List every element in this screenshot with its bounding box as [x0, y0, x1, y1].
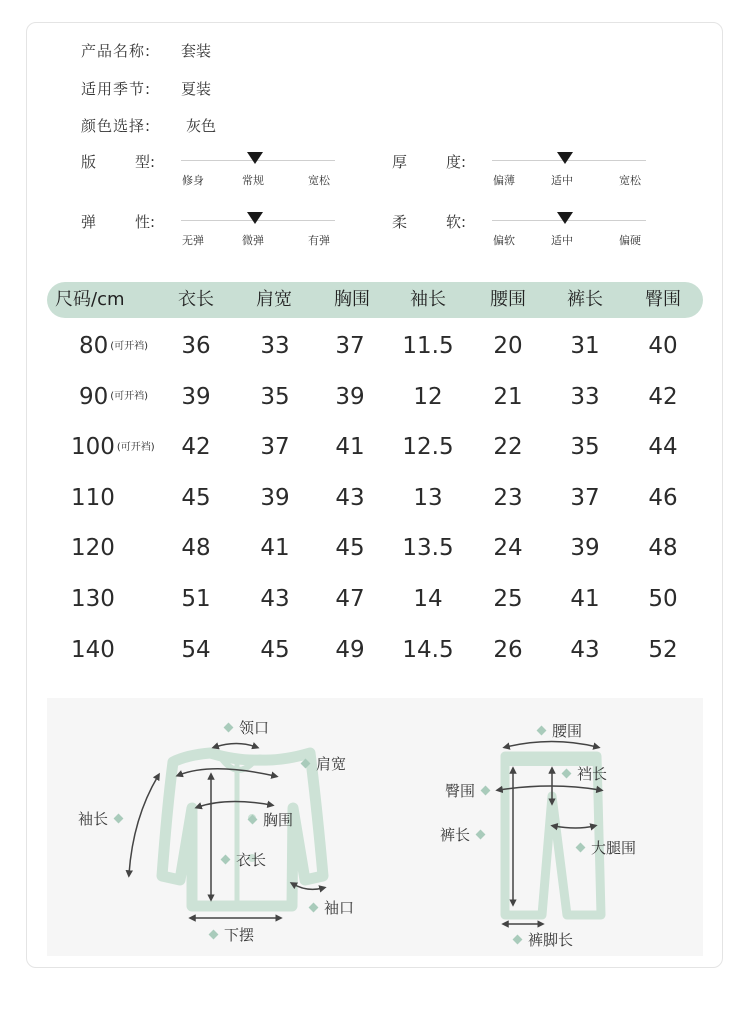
elasticity-option-slight: 微弹: [242, 234, 264, 247]
color-row: [81, 115, 216, 136]
size-value: 110: [71, 484, 115, 511]
thickness-scale: [392, 151, 692, 195]
fit-scale: [81, 151, 381, 195]
product-name-row: [81, 40, 211, 61]
size-cell: [79, 382, 148, 412]
size-value: 140: [71, 636, 115, 663]
product-name-value: 套装: [181, 42, 212, 60]
softness-option-medium: 适中: [551, 234, 573, 247]
elasticity-label-a: 弹: [81, 213, 97, 231]
cell-length: 45: [181, 484, 211, 511]
fit-label-a: 版: [81, 153, 97, 171]
softness-option-hard: 偏硬: [619, 234, 641, 247]
size-cell: [71, 432, 155, 462]
cell-waist: 24: [493, 535, 523, 562]
softness-label-b: 软:: [446, 213, 467, 231]
cell-waist: 23: [493, 484, 523, 511]
cell-shoulder: 41: [260, 535, 290, 562]
cell-pants-length: 41: [570, 586, 600, 612]
diamond-icon: [562, 769, 572, 779]
thickness-label-b: 度:: [446, 153, 467, 171]
thickness-option-thin: 偏薄: [493, 174, 515, 187]
size-value: 100: [71, 434, 115, 461]
fit-option-loose: 宽松: [308, 174, 330, 187]
softness-scale: [392, 211, 692, 255]
cell-sleeve: 14: [413, 586, 443, 612]
diamond-icon: [513, 935, 523, 945]
cell-hip: 50: [648, 586, 678, 612]
cell-waist: 26: [493, 636, 523, 663]
cell-hip: 40: [648, 333, 678, 359]
cell-sleeve: 12: [413, 383, 443, 410]
color-value: 灰色: [186, 117, 217, 135]
thigh-label: 大腿围: [577, 837, 636, 858]
cell-sleeve: 12.5: [402, 434, 454, 461]
cell-chest: 49: [335, 636, 365, 663]
cell-hip: 46: [648, 484, 678, 511]
cell-length: 48: [181, 535, 211, 562]
season-label: 适用季节:: [81, 80, 152, 98]
diamond-icon: [221, 855, 231, 865]
length-label: 衣长: [222, 849, 266, 870]
size-note: (可开裆): [116, 441, 155, 453]
header-pants-length: 裤长: [567, 289, 603, 310]
size-cell: [79, 331, 148, 361]
diamond-icon: [481, 786, 491, 796]
diamond-icon: [301, 759, 311, 769]
elasticity-marker-icon: [247, 212, 263, 224]
cell-hip: 48: [648, 535, 678, 562]
cell-hip: 52: [648, 636, 678, 663]
collar-label: 领口: [225, 717, 269, 738]
cell-pants-length: 37: [570, 484, 600, 511]
cell-shoulder: 39: [260, 484, 290, 511]
hip-label: 臀围: [445, 780, 489, 801]
size-note: (可开裆): [110, 391, 149, 403]
header-waist: 腰围: [490, 289, 526, 310]
elasticity-scale: [81, 211, 381, 255]
pants-length-label: 裤长: [440, 824, 484, 845]
size-note: (可开裆): [110, 340, 149, 352]
header-shoulder: 肩宽: [256, 289, 292, 310]
diamond-icon: [209, 930, 219, 940]
cell-shoulder: 43: [260, 586, 290, 612]
size-cell: [71, 635, 115, 665]
sleeve-label: 袖长: [78, 808, 122, 829]
elasticity-label-b: 性:: [135, 213, 156, 231]
cell-pants-length: 39: [570, 535, 600, 562]
softness-option-soft: 偏软: [493, 234, 515, 247]
cuff-label: 袖口: [310, 897, 354, 918]
cell-hip: 42: [648, 383, 678, 410]
size-value: 130: [71, 586, 115, 612]
header-hip: 臀围: [645, 289, 681, 310]
header-size: 尺码/cm: [55, 289, 125, 310]
cell-pants-length: 31: [570, 333, 600, 359]
diamond-icon: [248, 815, 258, 825]
cell-length: 51: [181, 586, 211, 612]
size-value: 80: [79, 333, 109, 359]
fit-marker-icon: [247, 152, 263, 164]
elasticity-option-stretch: 有弹: [308, 234, 330, 247]
cell-waist: 25: [493, 586, 523, 612]
thickness-label-a: 厚: [392, 153, 408, 171]
cell-length: 39: [181, 383, 211, 410]
softness-marker-icon: [557, 212, 573, 224]
diamond-icon: [537, 726, 547, 736]
cell-shoulder: 45: [260, 636, 290, 663]
cell-waist: 20: [493, 333, 523, 359]
size-value: 120: [71, 535, 115, 562]
product-name-label: 产品名称:: [81, 42, 152, 60]
cell-length: 36: [181, 333, 211, 359]
fit-label-b: 型:: [135, 153, 156, 171]
cell-chest: 43: [335, 484, 365, 511]
chest-label: 胸围: [249, 809, 293, 830]
cell-sleeve: 13.5: [402, 535, 454, 562]
size-cell: [71, 533, 115, 563]
elasticity-option-none: 无弹: [182, 234, 204, 247]
diamond-icon: [576, 843, 586, 853]
cell-shoulder: 35: [260, 383, 290, 410]
softness-label-a: 柔: [392, 213, 408, 231]
thickness-option-medium: 适中: [551, 174, 573, 187]
diamond-icon: [224, 723, 234, 733]
shoulder-label: 肩宽: [302, 753, 346, 774]
season-value: 夏装: [181, 80, 212, 98]
size-table-header: [47, 282, 703, 318]
season-row: [81, 78, 211, 99]
cell-pants-length: 43: [570, 636, 600, 663]
cell-waist: 22: [493, 434, 523, 461]
cell-shoulder: 37: [260, 434, 290, 461]
cell-chest: 47: [335, 586, 365, 612]
cell-pants-length: 35: [570, 434, 600, 461]
cell-hip: 44: [648, 434, 678, 461]
garment-illustration: [47, 698, 703, 956]
thickness-option-thick: 宽松: [619, 174, 641, 187]
jacket-icon: [162, 753, 323, 906]
hem-label: 下摆: [210, 924, 254, 945]
color-label: 颜色选择:: [81, 117, 152, 135]
size-value: 90: [79, 383, 109, 410]
header-chest: 胸围: [334, 289, 370, 310]
fit-option-slim: 修身: [182, 174, 204, 187]
waist-label: 腰围: [538, 720, 582, 741]
cell-shoulder: 33: [260, 333, 290, 359]
cell-sleeve: 14.5: [402, 636, 454, 663]
cell-length: 54: [181, 636, 211, 663]
header-length: 衣长: [178, 289, 214, 310]
size-cell: [71, 584, 115, 614]
measurement-diagram: [47, 698, 703, 956]
header-sleeve: 袖长: [410, 289, 446, 310]
cell-length: 42: [181, 434, 211, 461]
cell-sleeve: 13: [413, 484, 443, 511]
cell-chest: 41: [335, 434, 365, 461]
fit-option-regular: 常规: [242, 174, 264, 187]
cell-chest: 37: [335, 333, 365, 359]
cell-chest: 39: [335, 383, 365, 410]
rise-label: 裆长: [563, 763, 607, 784]
cell-pants-length: 33: [570, 383, 600, 410]
diamond-icon: [114, 814, 124, 824]
thickness-marker-icon: [557, 152, 573, 164]
diamond-icon: [476, 830, 486, 840]
size-cell: [71, 483, 115, 513]
cell-waist: 21: [493, 383, 523, 410]
leg-opening-label: 裤脚长: [514, 929, 573, 950]
cell-chest: 45: [335, 535, 365, 562]
cell-sleeve: 11.5: [402, 333, 454, 359]
diamond-icon: [309, 903, 319, 913]
